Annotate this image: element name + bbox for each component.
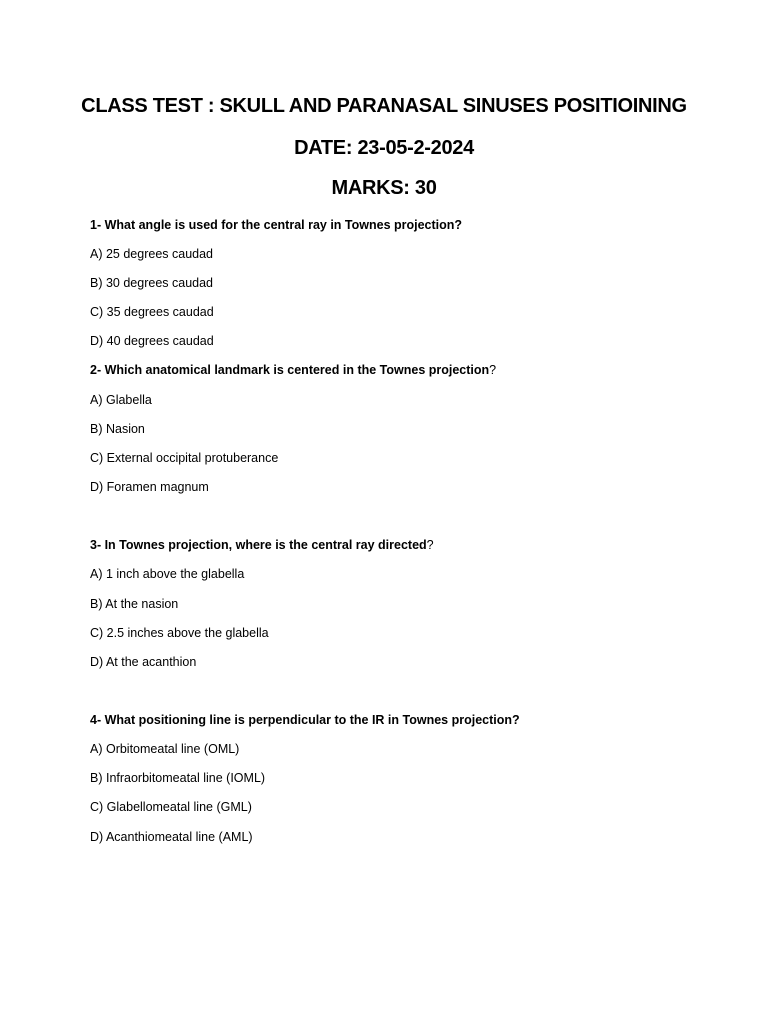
question-4-option-d: D) Acanthiomeatal line (AML) bbox=[90, 830, 253, 844]
question-4-option-b: B) Infraorbitomeatal line (IOML) bbox=[90, 771, 266, 785]
question-1-option-d: D) 40 degrees caudad bbox=[90, 334, 214, 348]
test-date: DATE: 23-05-2-2024 bbox=[294, 137, 474, 159]
question-2-text: 2- Which anatomical landmark is centered in the Townes projection bbox=[90, 363, 490, 377]
question-3-option-d: D) At the acanthion bbox=[90, 655, 197, 669]
question-1-option-a: A) 25 degrees caudad bbox=[90, 247, 214, 261]
question-2-option-a: A) Glabella bbox=[90, 393, 152, 407]
question-3-option-c: C) 2.5 inches above the glabella bbox=[90, 626, 269, 640]
question-3-option-b: B) At the nasion bbox=[90, 597, 179, 611]
test-marks: MARKS: 30 bbox=[331, 177, 437, 199]
question-3-tail: ? bbox=[426, 538, 434, 552]
question-4-option-c: C) Glabellomeatal line (GML) bbox=[90, 800, 252, 814]
question-1-option-c: C) 35 degrees caudad bbox=[90, 305, 214, 319]
question-2-tail: ? bbox=[489, 363, 497, 377]
question-2-option-b: B) Nasion bbox=[90, 422, 145, 436]
test-title: CLASS TEST : SKULL AND PARANASAL SINUSES POSITIOINING bbox=[81, 95, 687, 117]
question-1-text: 1- What angle is used for the central ray in Townes projection? bbox=[90, 218, 463, 232]
question-2-option-d: D) Foramen magnum bbox=[90, 480, 209, 494]
question-3-text: 3- In Townes projection, where is the central ray directed bbox=[90, 538, 427, 552]
question-1-option-b: B) 30 degrees caudad bbox=[90, 276, 214, 290]
question-1 bbox=[90, 217, 462, 233]
question-3-option-a: A) 1 inch above the glabella bbox=[90, 567, 245, 581]
question-3 bbox=[90, 537, 434, 553]
question-2 bbox=[90, 362, 496, 378]
question-2-option-c: C) External occipital protuberance bbox=[90, 451, 279, 465]
question-4 bbox=[90, 712, 520, 728]
question-4-text: 4- What positioning line is perpendicular to the IR in Townes projection? bbox=[90, 713, 520, 727]
question-4-option-a: A) Orbitomeatal line (OML) bbox=[90, 742, 240, 756]
